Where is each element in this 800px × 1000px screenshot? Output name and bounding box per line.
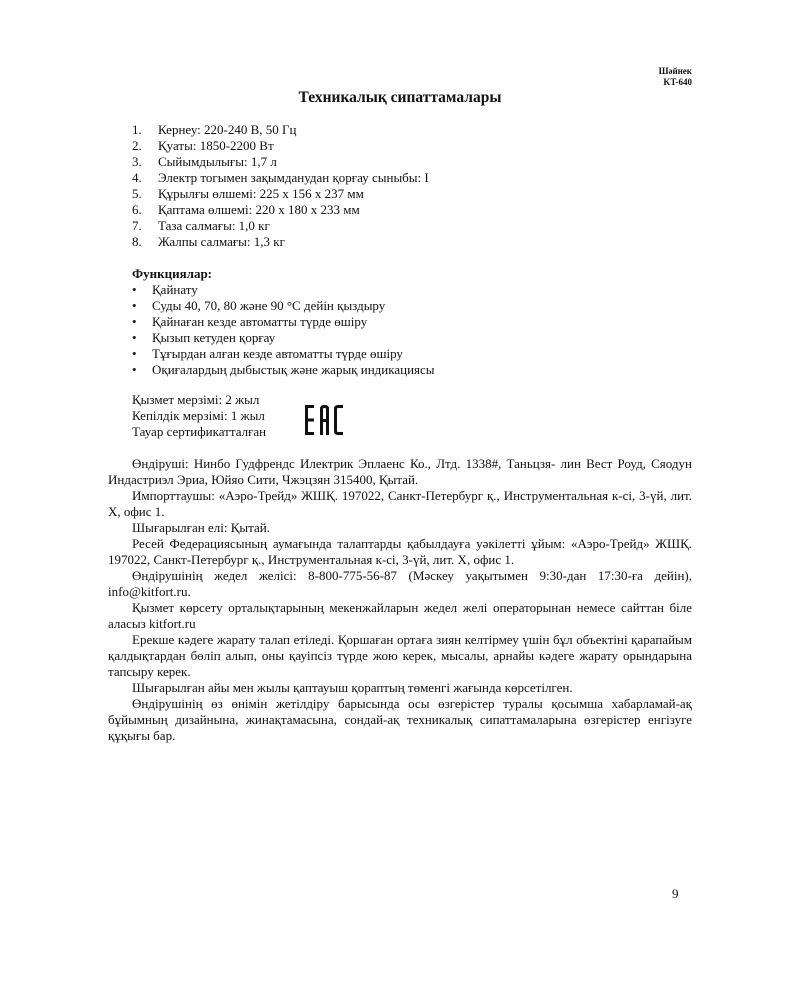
service-life: Қызмет мерзімі: 2 жыл — [132, 392, 260, 407]
warranty-period: Кепілдік мерзімі: 1 жыл — [132, 408, 265, 423]
bullet-icon: • — [132, 314, 137, 329]
spec-number: 8. — [132, 234, 142, 249]
spec-number: 6. — [132, 202, 142, 217]
function-item — [132, 314, 435, 330]
spec-item — [132, 186, 429, 202]
function-item — [132, 346, 435, 362]
page-header — [659, 66, 692, 88]
bullet-icon: • — [132, 330, 137, 345]
bullet-icon: • — [132, 346, 137, 361]
spec-number: 7. — [132, 218, 142, 233]
changes-notice-paragraph: Өндірушінің өз өнімін жетілдіру барысында осы өзгерістер туралы қосымша хабарламай-ақ бұйымның дизайнына, жинақтамасына, сондай-ақ техникалық сипаттамаларына өзгерістер енгізуге құқығы бар. — [108, 696, 692, 743]
spec-item — [132, 138, 429, 154]
country-paragraph: Шығарылған елі: Қытай. — [132, 520, 270, 535]
spec-text: Кернеу: 220-240 В, 50 Гц — [158, 122, 297, 137]
functions-heading: Функциялар: — [132, 266, 213, 281]
production-date-paragraph: Шығарылған айы мен жылы қаптауыш қораптың төменгі жағында көрсетілген. — [132, 680, 573, 695]
authorized-org-paragraph: Ресей Федерациясының аумағында талаптарды қабылдауға уәкілетті ұйым: «Аэро-Трейд» ЖШҚ. 197022, Санкт-Петербург қ., Инструментальная к-сі, 3-үй, лит. Х, офис 1. — [108, 536, 692, 567]
spec-text: Жалпы салмағы: 1,3 кг — [158, 234, 285, 249]
function-text: Тұғырдан алған кезде автоматты түрде өшіру — [152, 346, 403, 361]
manufacturer-info — [108, 456, 692, 744]
spec-number: 4. — [132, 170, 142, 185]
function-text: Қызып кетуден қорғау — [152, 330, 276, 345]
specifications-list — [132, 122, 429, 250]
certification-note: Тауар сертификатталған — [132, 424, 267, 439]
spec-number: 5. — [132, 186, 142, 201]
spec-number: 2. — [132, 138, 142, 153]
functions-list — [132, 282, 435, 378]
bullet-icon: • — [132, 362, 137, 377]
header-model: KT-640 — [663, 77, 692, 87]
spec-text: Сыйымдылығы: 1,7 л — [158, 154, 277, 169]
spec-item — [132, 122, 429, 138]
service-centers-paragraph: Қызмет көрсету орталықтарының мекенжайларын жедел желі операторынан немесе сайттан біле аласыз kitfort.ru — [108, 600, 692, 631]
function-item — [132, 330, 435, 346]
disposal-paragraph: Ерекше кәдеге жарату талап етіледі. Қоршаған ортаға зиян келтірмеу үшін бұл объектіні қарапайым қалдықтардан бөліп алып, оны қауіпсіз түрде жою керек, мысалы, арнайы кәдеге жарату орындарына тапсыру керек. — [108, 632, 692, 679]
eac-mark-icon — [305, 405, 343, 435]
importer-paragraph: Импорттаушы: «Аэро-Трейд» ЖШҚ. 197022, Санкт-Петербург қ., Инструментальная к-сі, 3-үй, лит. Х, офис 1. — [108, 488, 692, 519]
spec-text: Таза салмағы: 1,0 кг — [158, 218, 270, 233]
function-text: Оқиғалардың дыбыстық және жарық индикациясы — [152, 362, 435, 377]
spec-text: Құрылғы өлшемі: 225 х 156 х 237 мм — [158, 186, 364, 201]
page-title: Техникалық сипаттамалары — [298, 89, 502, 106]
spec-item — [132, 218, 429, 234]
service-info — [132, 392, 266, 440]
spec-text: Қуаты: 1850-2200 Вт — [158, 138, 274, 153]
function-item — [132, 298, 435, 314]
page-number: 9 — [672, 886, 679, 901]
spec-text: Электр тогымен зақымданудан қорғау сыныбы: I — [158, 170, 429, 185]
function-text: Қайнату — [152, 282, 198, 297]
function-item — [132, 282, 435, 298]
function-item — [132, 362, 435, 378]
spec-number: 3. — [132, 154, 142, 169]
bullet-icon: • — [132, 282, 137, 297]
spec-text: Қаптама өлшемі: 220 х 180 х 233 мм — [158, 202, 360, 217]
spec-item — [132, 234, 429, 250]
manufacturer-paragraph: Өндіруші: Нинбо Гудфрендс Илектрик Эплаенс Ко., Лтд. 1338#, Таньцзя- лин Вест Роуд, Сяодун Индастриэл Эриа, Юйяо Сити, Чжэцзян 315400, Қытай. — [108, 456, 692, 487]
spec-number: 1. — [132, 122, 142, 137]
hotline-paragraph: Өндірушінің жедел желісі: 8-800-775-56-87 (Мәскеу уақытымен 9:30-дан 17:30-ға дейін), info@kitfort.ru. — [108, 568, 692, 599]
function-text: Қайнаған кезде автоматты түрде өшіру — [152, 314, 368, 329]
header-product-type: Шәйнек — [658, 66, 692, 76]
spec-item — [132, 154, 429, 170]
function-text: Суды 40, 70, 80 және 90 °С дейін қыздыру — [152, 298, 386, 313]
spec-item — [132, 202, 429, 218]
spec-item — [132, 170, 429, 186]
bullet-icon: • — [132, 298, 137, 313]
